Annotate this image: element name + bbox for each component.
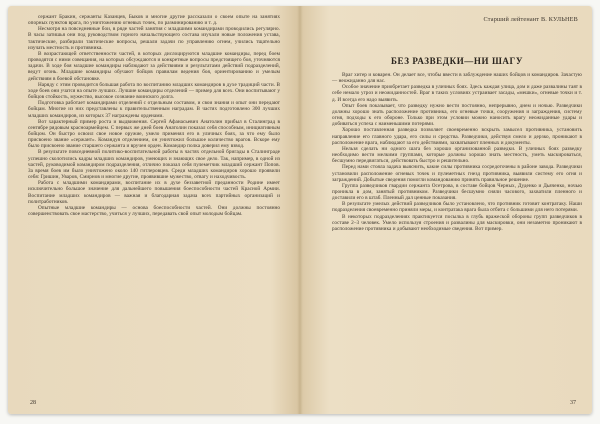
paragraph: Нельзя сделать ни одного шага без хорошо организованной разведки. В уличных боях разведку необходимо вести мелкими группами, которые должны хорошо знать местность, уметь маскироваться, бесшумно передвигаться, действовать быстро и решительно. <box>332 145 582 165</box>
paragraph: Несмотря на повседневные бои, в ряде частей занятия с младшими командирами проводились регулярно. В часы затишья они под руководством горного начальствующего состава изучали новые положения устава, тактические, разбирали тактические вопросы, решали задачи по управлению огнем, учились тщательно изучать местность и противника. <box>28 26 280 51</box>
paragraph: Вот характерный пример роста и выдвижения. Сергей Афанасьевич Анатолин прибыл в Сталинград в сентябре рядовым красноармейцем. С первых же дней боев Анатолин показал себя способным, инициативным бойцом. Он быстро освоил свое новое оружие, умело применял его в уличных боях, за что ему было присвоено звание «сержант». Командуя отделением, он уничтожил большое количество врагов. Вскоре ему было присвоено звание старшего сержанта и вручен орден. Командир полка доверил ему взвод. <box>28 118 280 150</box>
book-spread <box>8 6 592 414</box>
paragraph: Подготовка работает командирами отделений с отдельным составом, и свои знания и опыт они передают бойцам. Многие из них представлены к правительственным наградам. В частях подготовлено 300 лучших младших командиров, из которых 37 награждены орденами. <box>28 100 280 119</box>
paragraph: Перед нами стояла задача выяснить, какие силы противника сосредоточены в районе завода. Разведчики установили расположение огневых точек и пулеметных гнезд противника, выявили систему его огня и заграждений. Добытые сведения помогли командованию принять правильное решение. <box>332 164 582 183</box>
paragraph: Опыт боев показывает, что разведку нужно вести постоянно, непрерывно, днем и ночью. Разведчики должны хорошо знать расположение противника, его огневые точки, сооружения и заграждения, систему огня, подходы к его обороне. Только при этом условии можно наносить врагу неожиданные удары и добиваться успеха с наименьшими потерями. <box>332 102 582 128</box>
paragraph: Работа с младшими командирами, воспитание их в духе беззаветной преданности Родине имеет исключительно большое значение для дальнейшего повышения боеспособности частей Красной Армии. Воспитание младших командиров — важная и благодарная задача всех партийных организаций и политработников. <box>28 180 280 205</box>
paragraph: сержант Бракин, сержанты Казанцев, Быков и многие другие рассказали о своем опыте на занятиях опорных пунктов врага, по уничтожению огневых точек, по разминированию и т. д. <box>28 14 280 27</box>
paragraph: Группа разведчиков гвардии сержанта Осетрова, в составе бойцов Черных, Дуденко и Дьяченко, ночью проникла в дом, занятый противником. Разведчики бесшумно сняли часового, захватили пленного и доставили его в штаб. Пленный дал ценные показания. <box>332 182 582 202</box>
right-page <box>302 6 592 414</box>
paragraph: Хорошо поставленная разведка позволяет своевременно вскрыть замысел противника, установить направление его главного удара, его силы и средства. Разведчики, действуя смело и дерзко, проникают в расположение врага, наблюдают за его действиями, захватывают пленных и документы. <box>332 127 582 146</box>
paragraph: В результате умелых действий разведчиков было установлено, что противник готовит контратаку. Наши подразделения своевременно приняли меры, и контратака врага была отбита с большими для него потерями. <box>332 201 582 214</box>
left-page-number: 28 <box>30 400 36 406</box>
left-page <box>8 6 298 414</box>
paragraph: Опытные младшие командиры — основа боеспособности частей. Они должны постоянно совершенствовать свое мастерство, учиться у лучших, передавать свой опыт молодым бойцам. <box>28 204 280 217</box>
author-header: Старший лейтенант В. КУЛЬНЕВ <box>483 16 578 23</box>
right-page-text <box>332 72 582 232</box>
left-page-text <box>28 14 280 217</box>
paragraph: В возрастающей ответственности частей, в которых дислоцируются младшие командиры, перед боем проводятся с ними совещания, на которых обсуждаются и конкретные вопросы предстоящего боя, уточняются задачи. В ходе боя младшие командиры наблюдают за действиями и результатами действий подразделений, ведут огонь. Младшие командиры обучают бойцов правилам ведения боя, ориентированию и умелым действиям в боевой обстановке. <box>28 50 280 82</box>
paragraph: В некоторых подразделениях практикуется посылка в глубь вражеской обороны групп разведчиков в составе 2–3 человек. Умело используя строения и развалины для маскировки, они незаметно проникают в расположение противника и добывают необходимые сведения. Вот пример. <box>332 213 582 232</box>
paragraph: Враг хитер и коварен. Он делает все, чтобы ввести в заблуждение наших бойцов и командиров. Зачастую — неожиданно для нас. <box>332 72 582 85</box>
paragraph: Наряду с этим проводится большая работа по воспитанию младших командиров в духе традиций части. В ходе боев они учатся на опыте лучших. Лучшие командиры отделений — пример для всех. Они воспитывают у бойцов стойкость, мужество, высокое сознание воинского долга. <box>28 81 280 101</box>
paragraph: Особое значение приобретает разведка в уличных боях. Здесь каждая улица, дом и даже развалины таят в себе немало угроз и неожиданностей. Враг в таких условиях устраивает засады, «мешки», огневые точки и т. д. И всегда его надо выявить. <box>332 84 582 103</box>
paragraph: В результате повседневной политико-воспитательной работы в частях отдельной бригады в Сталинграде успешно сколотились кадры младших командиров, умеющих и знающих свое дело. Так, например, в одной из частей, руководимой командиром подразделения, отлично показал себя пулеметчик младший сержант Попов. За время боев им было уничтожено около 140 гитлеровцев. Среди младших командиров хорошо проявили себя: Гришин, Уваров, Смирнов и многие другие, проявившие мужество, отвагу и находчивость. <box>28 149 280 181</box>
article-title: БЕЗ РАЗВЕДКИ—НИ ШАГУ <box>390 56 524 66</box>
right-page-number: 37 <box>570 400 576 406</box>
